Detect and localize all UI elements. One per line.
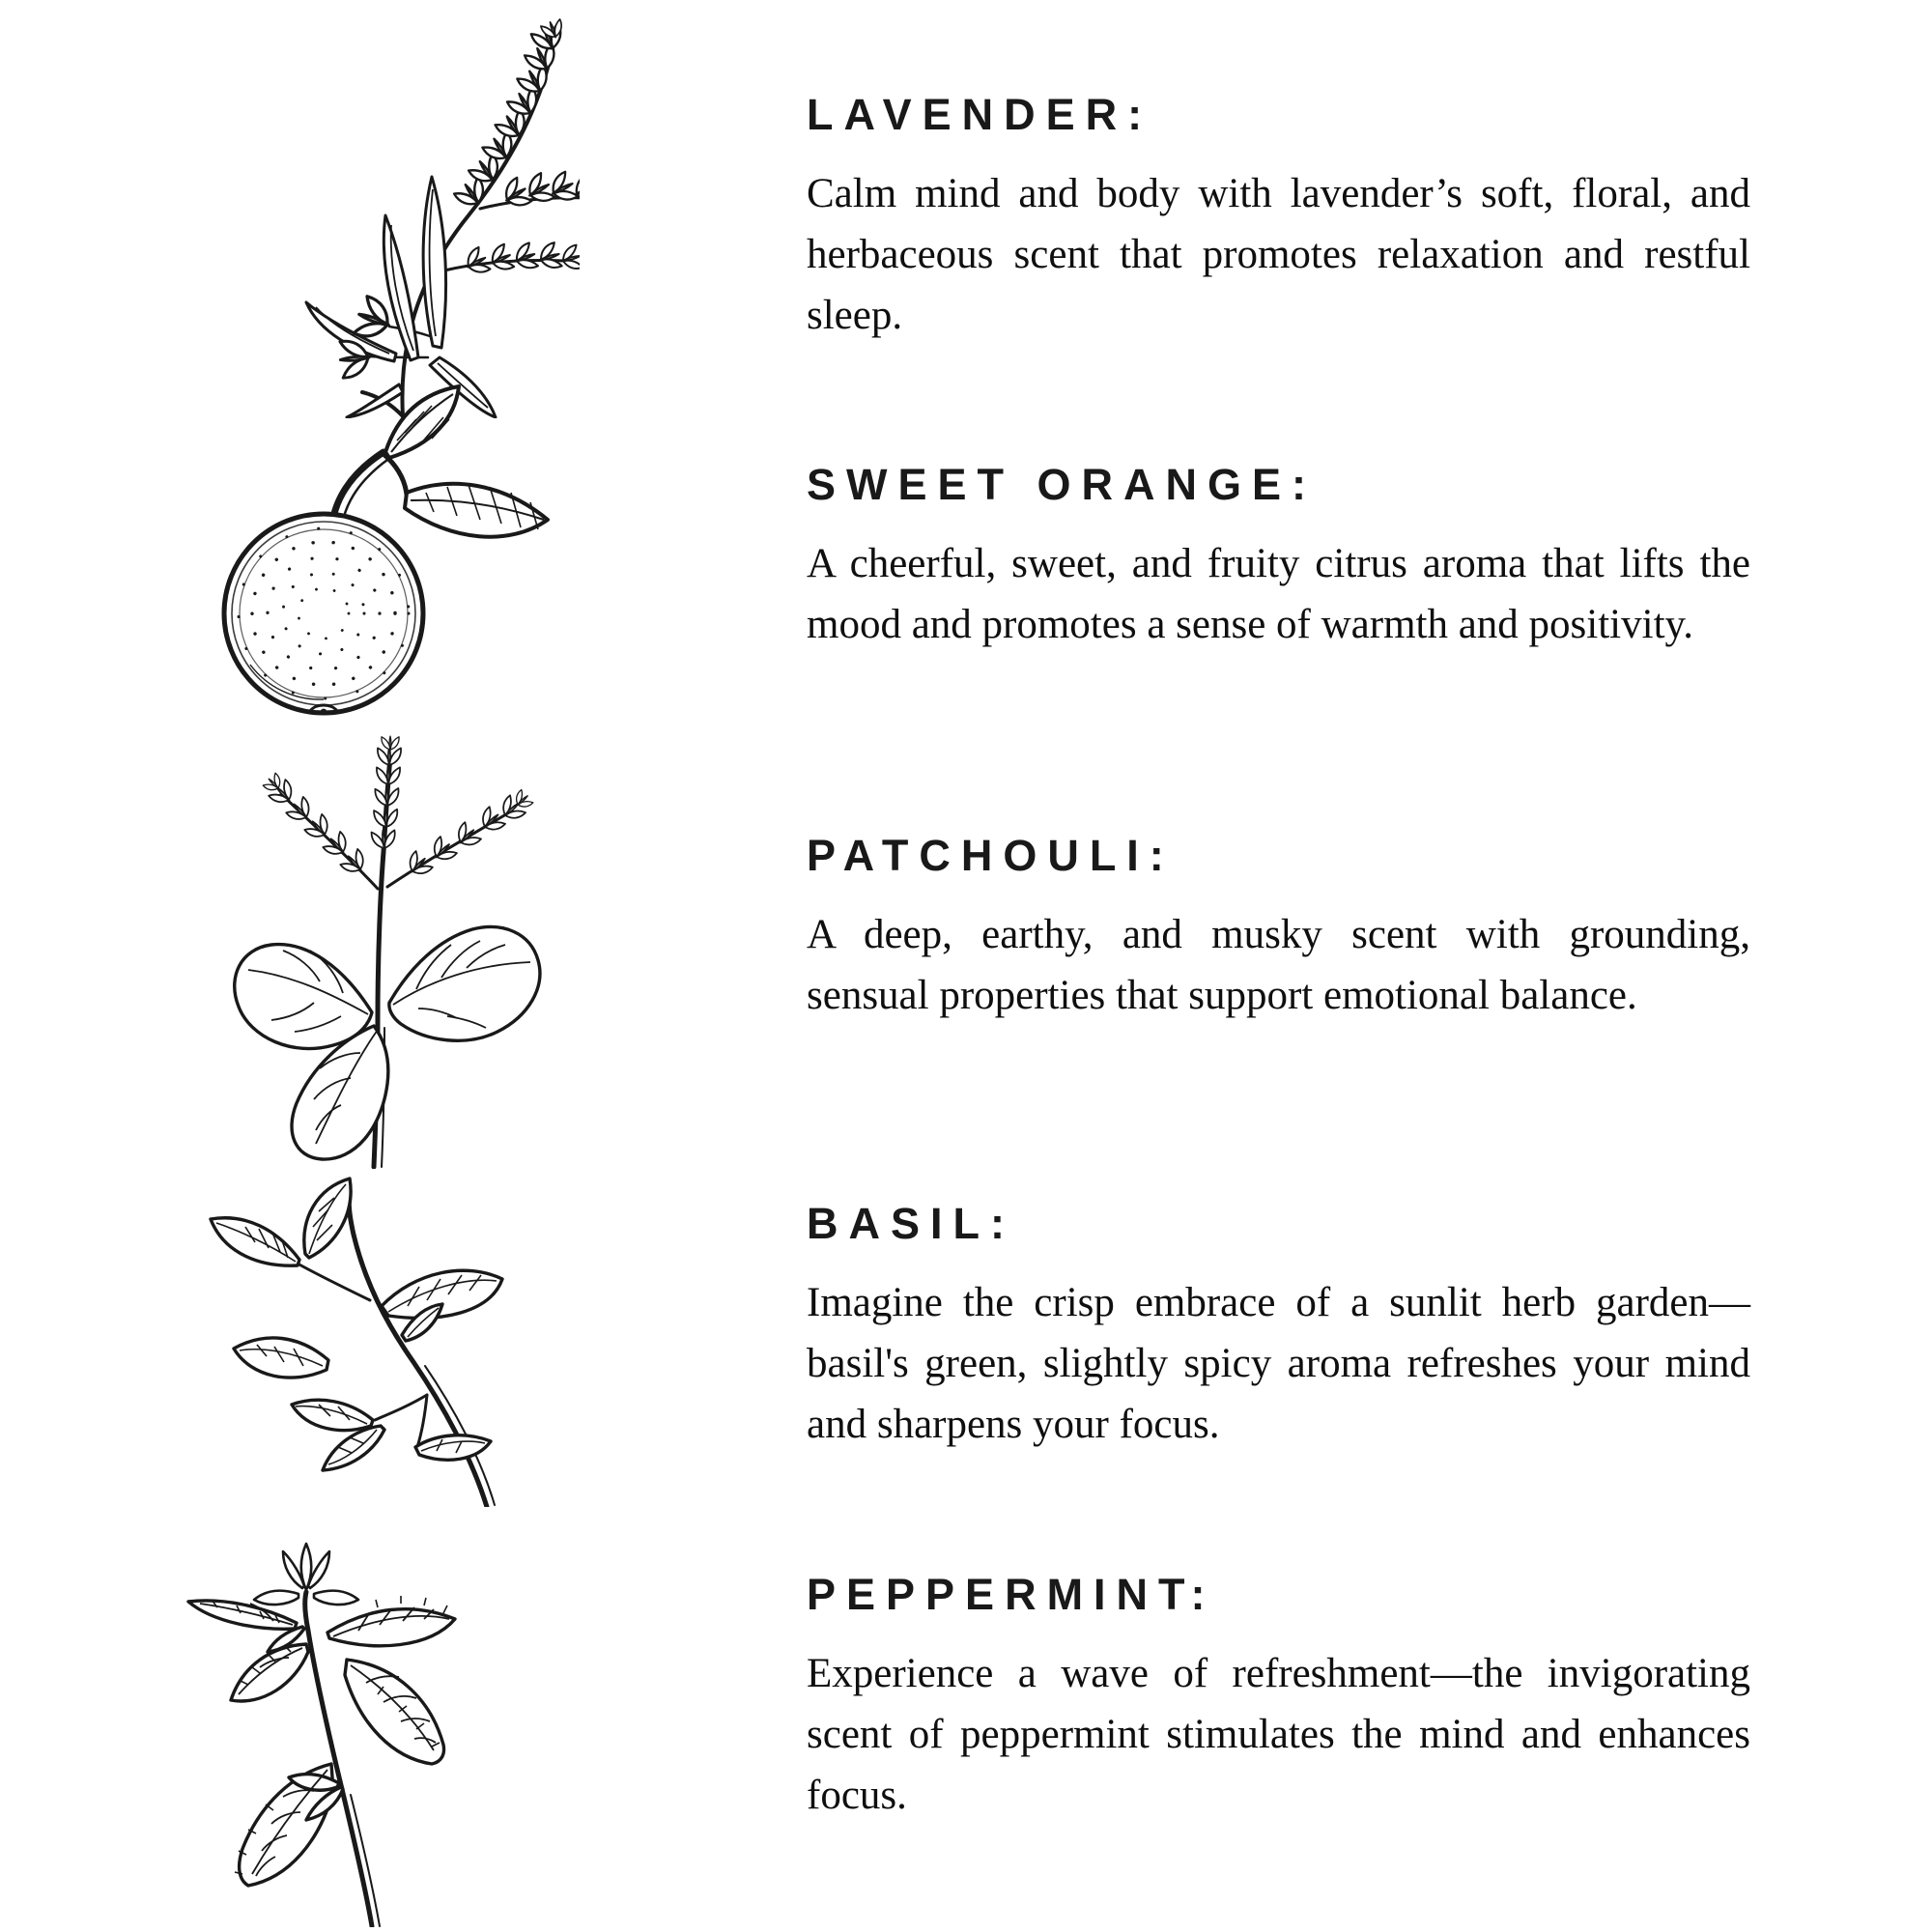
lavender-sprig-illustration [140,17,580,418]
patchouli-illustration [198,734,570,1169]
section-description-basil: Imagine the crisp embrace of a sunlit herb garden—basil's green, slightly spicy aroma refreshes your mind and sharpens your focus. [807,1280,1750,1447]
section-heading-patchouli: PATCHOULI: [807,831,1175,880]
section-peppermint [807,1572,1750,1826]
section-patchouli [807,833,1750,1026]
section-heading-basil: BASIL: [807,1199,1015,1248]
sweet-orange-illustration [208,384,560,778]
section-sweet-orange [807,462,1750,655]
basil-illustration [184,1171,541,1507]
section-description-lavender: Calm mind and body with lavender’s soft, floral, and herbaceous scent that promotes relaxation and restful sleep. [807,171,1750,338]
section-heading-sweet-orange: SWEET ORANGE: [807,460,1318,509]
section-description-patchouli: A deep, earthy, and musky scent with grounding, sensual properties that support emotional balance. [807,912,1750,1018]
section-description-sweet-orange: A cheerful, sweet, and fruity citrus aroma that lifts the mood and promotes a sense of warmth and positivity. [807,541,1750,647]
section-basil [807,1201,1750,1455]
section-heading-lavender: LAVENDER: [807,90,1153,139]
section-description-peppermint: Experience a wave of refreshment—the invigorating scent of peppermint stimulates the mind and enhances focus. [807,1651,1750,1818]
peppermint-illustration [159,1505,555,1927]
section-lavender [807,92,1750,346]
section-heading-peppermint: PEPPERMINT: [807,1570,1216,1619]
